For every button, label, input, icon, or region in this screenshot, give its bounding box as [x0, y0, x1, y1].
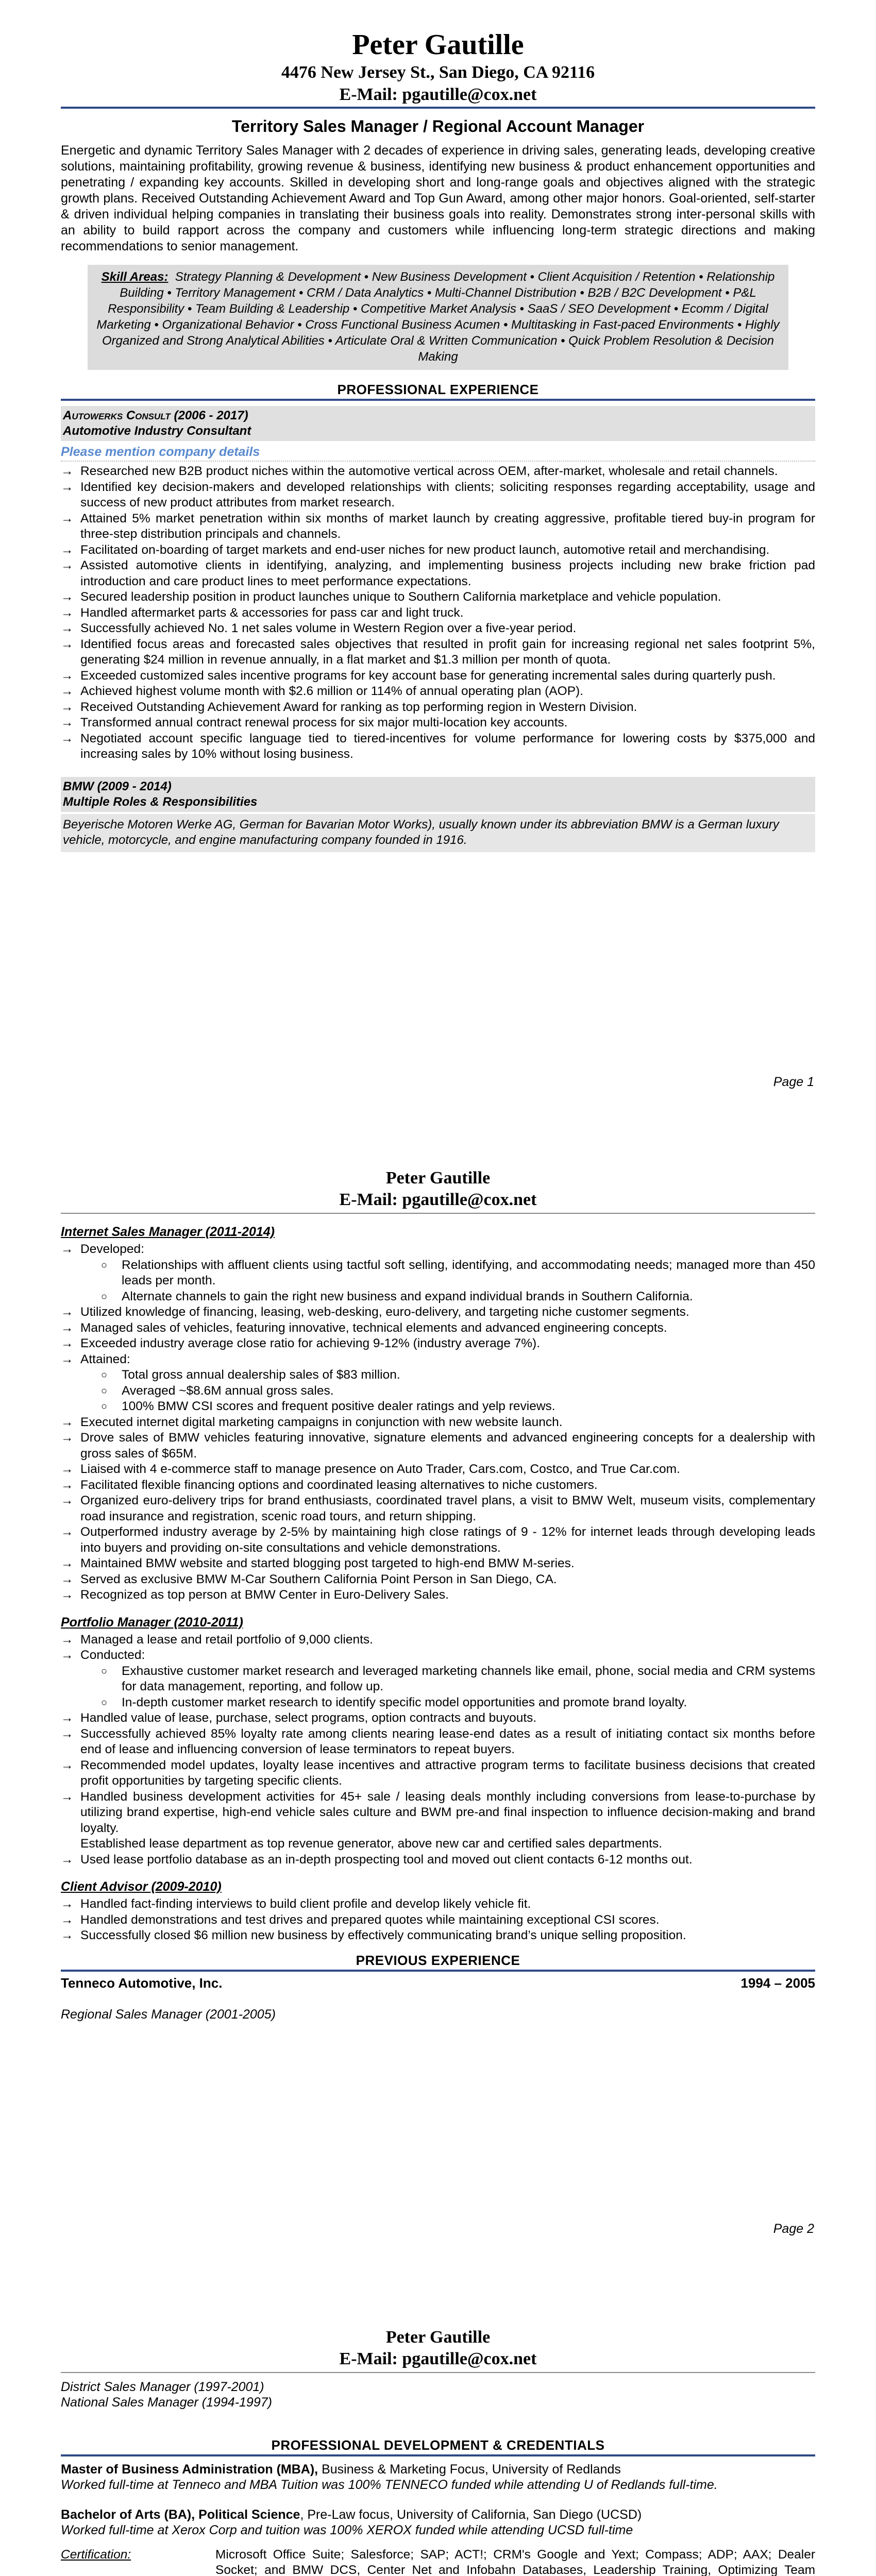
page-number: Page 1 [773, 1075, 814, 1089]
list-item: → Executed internet digital marketing campaigns in conjunction with new website launch. [61, 1415, 815, 1431]
list-item: → Managed a lease and retail portfolio of 9,000 clients. [61, 1632, 815, 1648]
list-item: → Successfully closed $6 million new business by effectively communicating brand’s unique selling proposition. [61, 1928, 815, 1944]
section-divider [61, 1970, 815, 1972]
certification-row [61, 2547, 815, 2576]
list-item: → Identified key decision-makers and developed relationships with clients; soliciting responses regarding acceptability, usage and success of new product attributes from market research. [61, 480, 815, 511]
candidate-email[interactable]: E-Mail: pgautille@cox.net [339, 2349, 537, 2368]
company-name-dates: Autowerks Consult (2006 - 2017) [63, 409, 248, 422]
role2-list [61, 1632, 815, 1711]
previous-role: Regional Sales Manager (2001-2005) [61, 2007, 276, 2022]
previous-company-row [61, 1975, 815, 1991]
previous-role: District Sales Manager (1997-2001) [61, 2380, 264, 2394]
section-title-previous: PREVIOUS EXPERIENCE [356, 1952, 520, 1968]
section-title-experience: PROFESSIONAL EXPERIENCE [337, 382, 539, 397]
section-divider [61, 399, 815, 401]
sub-list [80, 1367, 815, 1415]
previous-dates: 1994 – 2005 [740, 1975, 815, 1991]
company1-bullet-list [61, 464, 815, 762]
resume-headline: Territory Sales Manager / Regional Account Manager [231, 117, 645, 135]
list-item: ○ In-depth customer market research to identify specific model opportunities and promote brand loyalty. [80, 1695, 815, 1711]
degree-note: Worked full-time at Tenneco and MBA Tuition was 100% TENNECO funded while attending U of Redlands full-time. [61, 2478, 718, 2492]
section-title-credentials: PROFESSIONAL DEVELOPMENT & CREDENTIALS [271, 2437, 605, 2453]
list-item: → Served as exclusive BMW M-Car Southern California Point Person in San Diego, CA. [61, 1572, 815, 1588]
list-item: ○ Averaged ~$8.6M annual gross sales. [80, 1383, 815, 1399]
list-item: → Outperformed industry average by 2-5% by maintaining high close ratings of 9 - 12% for internet leads through developing leads into buyers and providing on-site consultations and vehicle demonstrations. [61, 1524, 815, 1556]
role1-list-end [61, 1415, 815, 1603]
candidate-address: 4476 New Jersey St., San Diego, CA 92116 [281, 63, 595, 82]
header-divider [61, 2372, 815, 2373]
skill-areas-box [88, 265, 788, 370]
list-item: → Handled fact-finding interviews to build client profile and develop likely vehicle fit. [61, 1896, 815, 1912]
list-item: → Assisted automotive clients in identifying, analyzing, and implementing business projects including new brake friction pad introduction and care product lines to meet performance expectations. [61, 558, 815, 589]
role-title: Internet Sales Manager (2011-2014) [61, 1225, 275, 1239]
company-role: Multiple Roles & Responsibilities [63, 794, 258, 809]
company-note: Please mention company details [61, 444, 815, 462]
list-item: → Attained 5% market penetration within six months of market launch by creating aggressive, profitable tiered buy-in program for three-step distribution principals and channels. [61, 511, 815, 543]
degree-ba: Bachelor of Arts (BA), Political Science, Pre-Law focus, University of California, San Diego (UCSD) [61, 2507, 642, 2522]
list-item: → Developed: ○ Relationships with affluent clients using tactful soft selling, identifying, and accommodating needs; managed more than 450 leads per month. ○ Alternate channels to gain the right new business and expand individual brands in Southern California. [61, 1242, 815, 1304]
list-item: → Exceeded industry average close ratio for achieving 9-12% (industry average 7%). [61, 1336, 815, 1352]
candidate-name: Peter Gautille [385, 2328, 491, 2347]
skill-areas-label: Skill Areas: [101, 270, 169, 284]
candidate-name: Peter Gautille [385, 1168, 491, 1188]
role-title: Portfolio Manager (2010-2011) [61, 1615, 243, 1630]
list-item: ○ 100% BMW CSI scores and frequent positive dealer ratings and yelp reviews. [80, 1399, 815, 1415]
list-item: → Successfully achieved No. 1 net sales volume in Western Region over a five-year period. [61, 621, 815, 637]
skill-areas-list: Strategy Planning & Development • New Business Development • Client Acquisition / Retention • Relationship Building • Territory Management • CRM / Data Analytics • Multi-Channel Distribution • B2B / B2C Development • P&L Responsibility • Team Building & Leadership • Competitive Market Analysis • SaaS / SEO Development • Ecomm / Digital Marketing • Organizational Behavior • Cross Functional Business Acumen • Multitasking in Fast-paced Environments • Highly Organized and Strong Analytical Abilities • Articulate Oral & Written Communication • Quick Problem Resolution & Decision Making [96, 270, 780, 364]
list-item: → Liaised with 4 e-commerce staff to manage presence on Auto Trader, Cars.com, Costco, and True Car.com. [61, 1462, 815, 1478]
role1-list [61, 1242, 815, 1304]
list-item: → Facilitated on-boarding of target markets and end-user niches for new product launch, automotive retail and merchandising. [61, 543, 815, 558]
list-item: → Maintained BMW website and started blogging post targeted to high-end BMW M-series. [61, 1556, 815, 1572]
certification-text: Microsoft Office Suite; Salesforce; SAP; ACT!; CRM's Google and Yext; Compass; ADP; AAX; Dealer Socket; and BMW DCS, Center Net and Infobahn Databases, Leadership Training, Optimizing Team [215, 2548, 815, 2576]
section-divider [61, 2454, 815, 2456]
company-header-autowerks [61, 406, 815, 441]
company-role: Automotive Industry Consultant [63, 424, 251, 438]
role-title: Client Advisor (2009-2010) [61, 1879, 222, 1894]
list-item: → Recommended model updates, loyalty lease incentives and attractive program terms to facilitate business decisions that created profit opportunities by targeting specific clients. [61, 1758, 815, 1789]
previous-company: Tenneco Automotive, Inc. [61, 1975, 223, 1991]
role1-list-mid [61, 1304, 815, 1352]
company-header-bmw [61, 777, 815, 812]
candidate-email[interactable]: E-Mail: pgautille@cox.net [339, 1190, 537, 1209]
list-item: → Received Outstanding Achievement Award for ranking as top performing region in Western Division. [61, 700, 815, 716]
list-item: → Handled value of lease, purchase, select programs, option contracts and buyouts. [61, 1710, 815, 1726]
list-item: ○ Relationships with affluent clients using tactful soft selling, identifying, and accommodating needs; managed more than 450 leads per month. [80, 1258, 815, 1289]
list-item: → Recognized as top person at BMW Center in Euro-Delivery Sales. [61, 1587, 815, 1603]
list-item: → Achieved highest volume month with $2.6 million or 114% of annual operating plan (AOP). [61, 684, 815, 700]
list-item: → Handled business development activities for 45+ sale / leasing deals monthly including conversions from lease-to-purchase by utilizing brand expertise, high-end vehicle sales culture and BWM pre-and final inspection to influence decision-making and brand loyalty. Established lease department as top revenue generator, above new car and certified sales departments. [61, 1789, 815, 1852]
page-number: Page 2 [773, 2222, 814, 2236]
list-item: → Secured leadership position in product launches unique to Southern California marketplace and vehicle population. [61, 589, 815, 605]
resume-page-3 [0, 2262, 876, 2576]
list-item: ○ Exhaustive customer market research and leveraged marketing channels like email, phone, social media and CRM systems for data management, reporting, and follow up. [80, 1664, 815, 1695]
list-item: → Researched new B2B product niches within the automotive vertical across OEM, after-market, wholesale and retail channels. [61, 464, 815, 480]
list-item: → Handled demonstrations and test drives and prepared quotes while maintaining exceptional CSI scores. [61, 1912, 815, 1928]
list-item: → Attained: ○ Total gross annual dealership sales of $83 million. ○ Averaged ~$8.6M annual gross sales. ○ 100% BMW CSI scores and frequent positive dealer ratings and yelp reviews. [61, 1352, 815, 1415]
professional-summary: Energetic and dynamic Territory Sales Manager with 2 decades of experience in driving sales, generating leads, developing creative solutions, maintaining profitability, growing revenue & business, identifying new business & product enhancement opportunities and penetrating / expanding key accounts. Skilled in developing short and long-range goals and objectives aligned with the strategic growth plans. Received Outstanding Achievement Award and Top Gun Award, among other major honors. Goal-oriented, self-starter & driven individual helping companies in translating their business goals into reality. Demonstrates strong inter-personal skills with an ability to build rapport across the company and customers while influencing long-term strategic directions and making recommendations to senior management. [61, 143, 815, 253]
sub-list [80, 1664, 815, 1711]
list-item: → Exceeded customized sales incentive programs for key account base for generating incremental sales during quarterly push. [61, 668, 815, 684]
resume-page-1 [0, 0, 876, 1103]
header-divider [61, 1213, 815, 1214]
list-item: ○ Total gross annual dealership sales of $83 million. [80, 1367, 815, 1383]
list-item: → Conducted: ○ Exhaustive customer market research and leveraged marketing channels like email, phone, social media and CRM systems for data management, reporting, and follow up. ○ In-depth customer market research to identify specific model opportunities and promote brand loyalty. [61, 1648, 815, 1710]
list-item: → Organized euro-delivery trips for brand enthusiasts, coordinated travel plans, a visit to BMW Welt, museum visits, complementary road insurance and registration, scenic road tours, and return shipping. [61, 1493, 815, 1524]
degree-mba: Master of Business Administration (MBA), Business & Marketing Focus, University of Redlands [61, 2462, 621, 2477]
list-item: → Identified focus areas and forecasted sales objectives that resulted in profit gain for increasing regional net sales footprint 5%, generating $24 million in revenue annually, in a flat market and $1.3 million per month of quota. [61, 637, 815, 668]
list-item: → Used lease portfolio database as an in-depth prospecting tool and moved out client contacts 6-12 months out. [61, 1852, 815, 1868]
company-name-dates: BMW (2009 - 2014) [63, 779, 172, 793]
previous-role: National Sales Manager (1994-1997) [61, 2395, 272, 2410]
role3-list [61, 1896, 815, 1944]
sub-list [80, 1258, 815, 1305]
role2-list-end [61, 1710, 815, 1868]
certification-label: Certification: [61, 2548, 131, 2562]
list-item: → Negotiated account specific language tied to tiered-incentives for volume performance for lowering costs by $375,000 and increasing sales by 10% without losing business. [61, 731, 815, 762]
role1-attained-list [61, 1352, 815, 1415]
list-item: → Drove sales of BMW vehicles featuring innovative, signature elements and advanced engineering concepts for a dealership with gross sales of $65M. [61, 1430, 815, 1462]
header-divider [61, 107, 815, 109]
resume-page-2 [0, 1103, 876, 2262]
list-item: ○ Alternate channels to gain the right new business and expand individual brands in Southern California. [80, 1289, 815, 1305]
list-item: → Facilitated flexible financing options and coordinated leasing alternatives to niche customers. [61, 1478, 815, 1494]
list-item: → Utilized knowledge of financing, leasing, web-desking, euro-delivery, and targeting niche customer segments. [61, 1304, 815, 1320]
list-item: → Handled aftermarket parts & accessories for pass car and light truck. [61, 605, 815, 621]
company-description: Beyerische Motoren Werke AG, German for Bavarian Motor Works), usually known under its abbreviation BMW is a German luxury vehicle, motorcycle, and engine manufacturing company founded in 1916. [61, 814, 815, 852]
candidate-name: Peter Gautille [352, 29, 524, 61]
list-item: → Transformed annual contract renewal process for six major multi-location key accounts. [61, 715, 815, 731]
candidate-email[interactable]: E-Mail: pgautille@cox.net [339, 85, 537, 104]
list-item: → Successfully achieved 85% loyalty rate among clients nearing lease-end dates as a result of initiating contact six months before end of lease and influencing conversion of lease terminators to repeat buyers. [61, 1726, 815, 1758]
degree-note: Worked full-time at Xerox Corp and tuition was 100% XEROX funded while attending UCSD full-time [61, 2523, 633, 2537]
list-item: → Managed sales of vehicles, featuring innovative, technical elements and advanced engineering concepts. [61, 1320, 815, 1336]
